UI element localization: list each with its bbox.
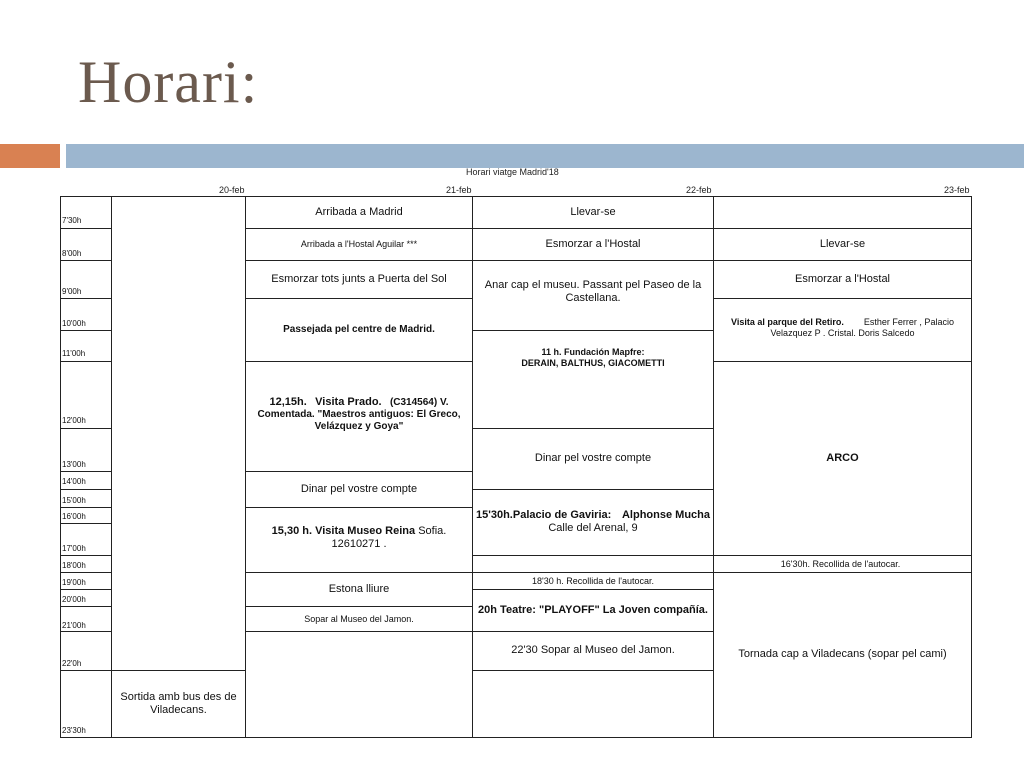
time-label: 13'00h — [62, 460, 86, 469]
cell-23-esmorzar: Esmorzar a l'Hostal — [794, 272, 890, 285]
time-label: 11'00h — [62, 349, 86, 358]
time-label: 14'00h — [62, 477, 86, 486]
gaviria-address: Calle del Arenal, 9 — [548, 522, 638, 535]
cell-21-prado — [246, 362, 472, 471]
cell-23-recollida: 16'30h. Recollida de l'autocar. — [780, 558, 901, 569]
gaviria-row — [476, 509, 710, 522]
reina-title: 15,30 h. Visita Museo Reina — [271, 525, 416, 537]
time-label: 21'00h — [62, 621, 86, 630]
gaviria-artist: Alphonse Mucha — [621, 509, 710, 521]
cell-21-arribada: Arribada a Madrid — [315, 205, 403, 218]
table-caption: Horari viatge Madrid'18 — [466, 167, 559, 177]
cell-22-sopar: 22'30 Sopar al Museo del Jamon. — [511, 644, 675, 657]
cell-21-reina — [246, 508, 472, 572]
cell-21-sopar: Sopar al Museo del Jamon. — [304, 613, 414, 624]
cell-23-retiro — [714, 299, 971, 361]
date-header-23: 23-feb — [944, 185, 970, 195]
cell-21-estona: Estona lliure — [328, 582, 390, 595]
time-label: 22'0h — [62, 659, 82, 668]
date-header-20: 20-feb — [219, 185, 245, 195]
time-label: 7'30h — [62, 216, 82, 225]
cell-21-esmorzar: Esmorzar tots junts a Puerta del Sol — [271, 272, 447, 285]
date-header-22: 22-feb — [686, 185, 712, 195]
time-label: 17'00h — [62, 544, 86, 553]
time-label: 12'00h — [62, 416, 86, 425]
time-label: 15'00h — [62, 496, 86, 505]
cell-21-dinar: Dinar pel vostre compte — [300, 482, 418, 495]
prado-time: 12,15h. — [269, 396, 307, 408]
time-label: 19'00h — [62, 578, 86, 587]
cell-23-tornada: Tornada cap a Viladecans (sopar pel cami) — [738, 648, 947, 661]
prado-detail: (C314564) V. Comentada. "Maestros antiguos: El Greco, Velázquez y Goya" — [257, 397, 461, 433]
time-label: 10'00h — [62, 319, 86, 328]
cell-22-gaviria — [473, 490, 713, 555]
cell-22-mapfre — [473, 331, 713, 428]
reina-detail: Sofia. 12610271 . — [331, 525, 447, 551]
time-label: 16'00h — [62, 512, 86, 521]
time-label: 9'00h — [62, 287, 82, 296]
cell-22-teatre: 20h Teatre: "PLAYOFF" La Joven compañía. — [478, 603, 708, 616]
time-label: 20'00h — [62, 595, 86, 604]
date-header-21: 21-feb — [446, 185, 472, 195]
cell-22-esmorzar: Esmorzar a l'Hostal — [545, 237, 641, 250]
retiro-detail: Esther Ferrer , Palacio Velazquez P . Cristal. Doris Salcedo — [770, 317, 954, 338]
cell-23-arco: ARCO — [826, 451, 859, 464]
cell-23-llevar: Llevar-se — [819, 237, 866, 250]
cell-22-recollida: 18'30 h. Recollida de l'autocar. — [531, 575, 655, 586]
cell-21-passejada: Passejada pel centre de Madrid. — [283, 324, 435, 335]
time-label: 18'00h — [62, 561, 86, 570]
retiro-title: Visita al parque del Retiro. — [731, 317, 844, 327]
slide-title: Horari: — [78, 49, 259, 115]
gaviria-title: 15'30h.Palacio de Gaviria: — [476, 509, 612, 521]
prado-title: Visita Prado. — [315, 396, 382, 408]
time-label: 23'30h — [62, 726, 86, 735]
cell-20-sortida: Sortida amb bus des de Viladecans. — [120, 690, 237, 716]
mapfre-artists: DERAIN, BALTHUS, GIACOMETTI — [521, 357, 665, 368]
cell-22-museu: Anar cap el museu. Passant pel Paseo de la Castellana. — [484, 279, 702, 305]
cell-22-llevar: Llevar-se — [570, 205, 616, 218]
mapfre-time: 11 h. Fundación Mapfre: — [541, 347, 645, 357]
cell-21-hostal: Arribada a l'Hostal Aguilar *** — [300, 239, 418, 250]
time-label: 8'00h — [62, 249, 82, 258]
cell-22-dinar: Dinar pel vostre compte — [534, 452, 652, 465]
